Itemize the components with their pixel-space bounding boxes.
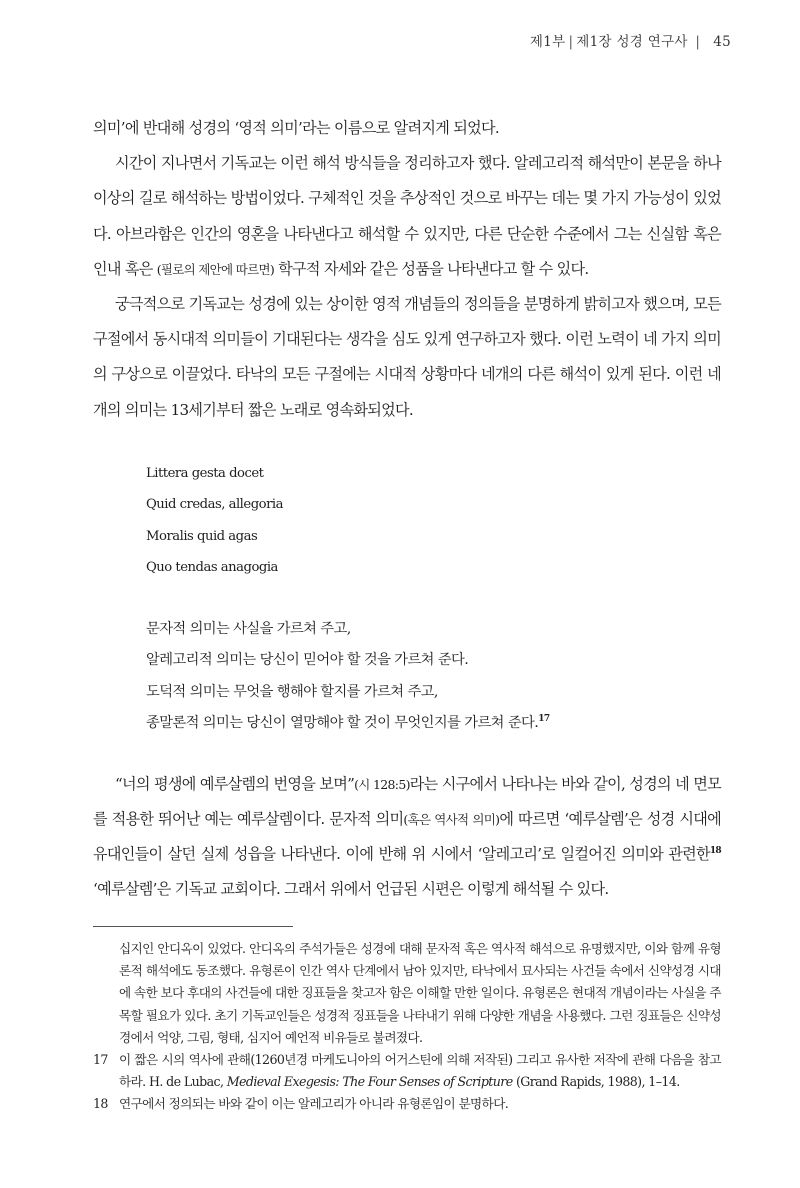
scripture-ref: (시 128:5)	[354, 776, 410, 792]
book-title: Medieval Exegesis: The Four Senses of Scripture	[226, 1074, 513, 1090]
footnote-text: 연구에서 정의되는 바와 같이 이는 알레고리가 아니라 유형론임이 분명하다.	[119, 1096, 509, 1112]
footnote-continuation: 십지인 안디옥이 있었다. 안디옥의 주석가들은 성경에 대해 문자적 혹은 역사적 해석으로 유명했지만, 이와 함께 유형론적 해석에도 동조했다. 유형론이 인간 역사 단계에서 남아 있지만, 타낙에서 묘사되는 사건들 속에서 신약성경 시대에 속한 보다 후대의 사건들에 대한 징표들을 찾고자 함은 이해할 만한 일이다. 유형론은 현대적 개념이라는 사실을 주목할 필요가 있다. 초기 기독교인들은 성경적 징표들을 나타내기 위해 다양한 개념을 사용했다. 그런 징표들은 신약성경에서 억양, 그림, 형태, 심지어 예언적 비유들로 불려졌다.	[119, 941, 721, 1045]
header-divider: |	[568, 34, 574, 50]
translation-line: 문자적 의미는 사실을 가르쳐 주고,	[146, 620, 351, 637]
footnote-number: 17	[93, 1052, 108, 1068]
quote: “너의 평생에 예루살렘의 번영을 보며”	[115, 774, 355, 793]
header-chapter: 제1장	[576, 34, 612, 50]
translation-line: 도덕적 의미는 무엇을 행해야 할지를 가르쳐 주고,	[146, 683, 438, 700]
footnote-ref-17[interactable]: 17	[538, 714, 550, 725]
footnote-number: 18	[93, 1096, 108, 1112]
footnote-rule	[93, 926, 293, 927]
paragraph-2-aside: (필로의 제안에 따르면)	[156, 261, 274, 277]
paragraph-2	[93, 146, 721, 287]
poem-line: Moralis quid agas	[146, 528, 258, 544]
translation-line-text: 종말론적 의미는 당신이 열망해야 할 것이 무엇인지를 가르쳐 준다.	[146, 715, 539, 732]
footnote-17-citation: (Grand Rapids, 1988), 1–14.	[512, 1074, 680, 1090]
paragraph-4-text-3: ‘예루살렘’은 기독교 교회이다. 그래서 위에서 언급된 시편은 이렇게 해석될 수 있다.	[93, 880, 609, 899]
paragraph-3: 궁극적으로 기독교는 성경에 있는 상이한 영적 개념들의 정의들을 분명하게 밝히고자 했으며, 모든 구절에서 동시대적 의미들이 기대된다는 생각을 심도 있게 연구하고자 했다. 이런 노력이 네 가지 의미의 구상으로 이끌었다. 타낙의 모든 구절에는 시대적 상황마다 네개의 다른 해석이 있게 된다. 이런 네 개의 의미는 13세기부터 짧은 노래로 영속화되었다.	[93, 295, 721, 419]
footnote-ref-18[interactable]: 18	[709, 846, 721, 857]
paragraph-4	[93, 767, 721, 908]
body-text	[93, 111, 721, 908]
footnote-text	[119, 1049, 721, 1093]
poem-line: Littera gesta docet	[146, 465, 264, 481]
footnote-17	[93, 1049, 721, 1093]
paragraph-1: 의미’에 반대해 성경의 ‘영적 의미’라는 이름으로 알려지게 되었다.	[93, 119, 499, 137]
page-number: 45	[713, 34, 731, 50]
header-divider: |	[695, 34, 701, 50]
paragraph-2-text: 시간이 지나면서 기독교는 이런 해석 방식들을 정리하고자 했다. 알레고리적 해석만이 본문을 하나 이상의 길로 해석하는 방법이었다. 구체적인 것을 추상적인 것으로 바꾸는 데는 몇 가지 가능성이 있었다. 아브라함은 인간의 영혼을 나타낸다고 해석할 수 있지만, 다른 단순한 수준에서 그는 신실함 혹은 인내 혹은	[93, 154, 721, 278]
header-title: 성경 연구사	[616, 34, 688, 50]
poem-translation	[146, 614, 721, 740]
footnote-18	[93, 1093, 721, 1115]
latin-poem	[146, 458, 721, 584]
poem-line: Quo tendas anagogia	[146, 560, 278, 576]
poem-line: Quid credas, allegoria	[146, 497, 283, 513]
translation-line: 알레고리적 의미는 당신이 믿어야 할 것을 가르쳐 준다.	[146, 652, 469, 669]
footnote-17-text: 이 짧은 시의 역사에 관해(1260년경 마케도니아의 어거스틴에 의해 저작된) 그리고 유사한 저작에 관해 다음을 참고하라. H. de Lubac,	[119, 1052, 721, 1090]
footnotes	[93, 938, 721, 1116]
translation-line	[146, 708, 721, 740]
paragraph-4-text: 라는 시구에서 나타나는 바와 같이, 성경의 네 면모를 적용한 뛰어난 예는 예루살렘이다. 문자적 의미	[93, 774, 721, 829]
paragraph-4-text-2: 에 따르면 ‘예루살렘’은 성경 시대에 유대인들이 살던 실제 성읍을 나타낸다. 이에 반해 위 시에서 ‘알레고리’로 일컬어진 의미와 관련한	[93, 810, 721, 864]
paragraph-2-text-end: 학구적 자세와 같은 성품을 나타낸다고 할 수 있다.	[274, 259, 589, 278]
header-part: 제1부	[529, 34, 566, 50]
running-header	[530, 30, 731, 50]
paragraph-4-aside: (혹은 역사적 의미)	[403, 812, 500, 828]
